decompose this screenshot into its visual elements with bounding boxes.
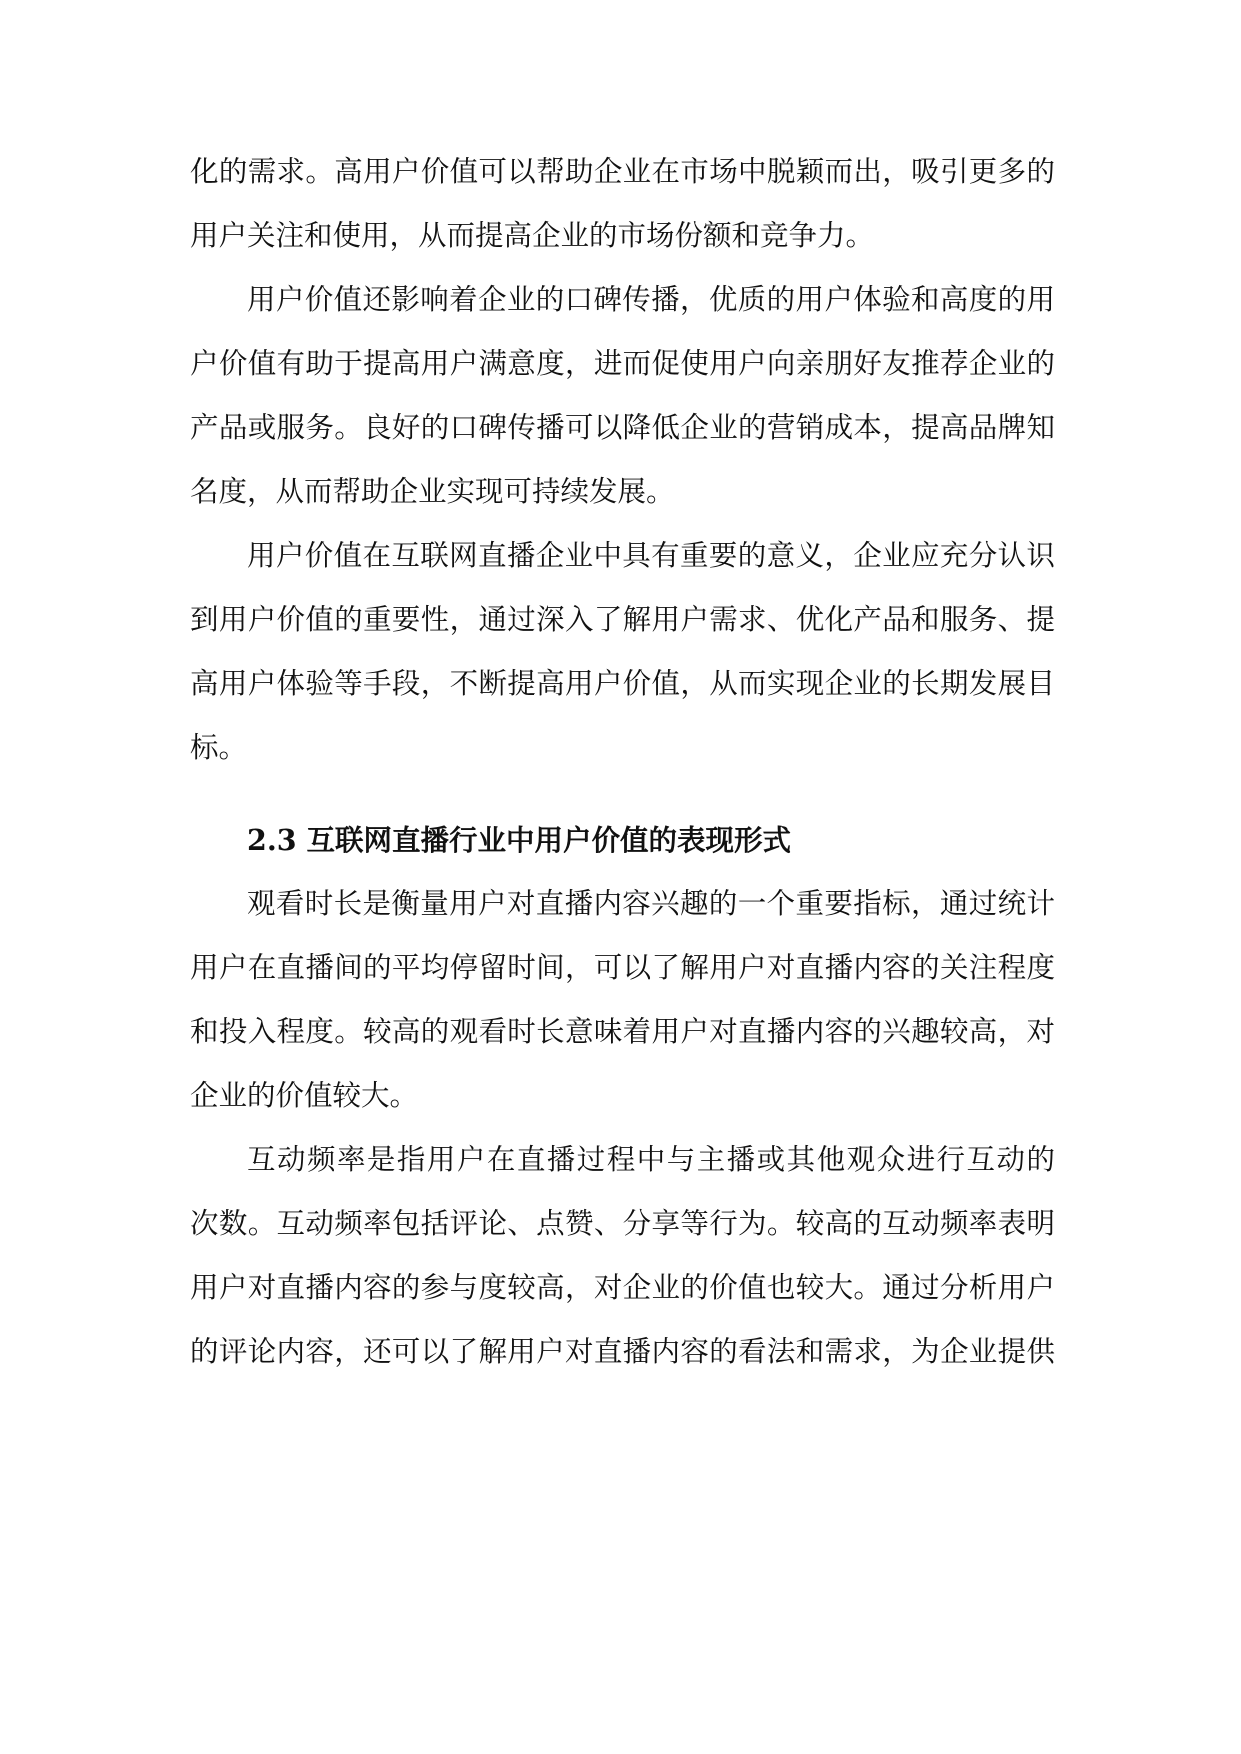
text-line: 用户关注和使用，从而提高企业的市场份额和竞争力。 [190,219,875,252]
paragraph [190,872,1055,1128]
text-line: 高用户体验等手段，不断提高用户价值，从而实现企业的长期发展目 [190,667,1055,700]
text-line: 和投入程度。较高的观看时长意味着用户对直播内容的兴趣较高，对 [190,1015,1055,1048]
paragraph [190,140,1055,268]
text-line: 观看时长是衡量用户对直播内容兴趣的一个重要指标，通过统计 [247,887,1055,920]
text-line: 名度，从而帮助企业实现可持续发展。 [190,475,675,508]
document-page [190,140,1055,1384]
text-line: 标。 [190,731,248,764]
paragraph [190,268,1055,524]
text-line: 产品或服务。良好的口碑传播可以降低企业的营销成本，提高品牌知 [190,411,1055,444]
text-line: 户价值有助于提高用户满意度，进而促使用户向亲朋好友推荐企业的 [190,347,1055,380]
paragraph [190,524,1055,780]
paragraph [190,1128,1055,1384]
text-line: 用户价值还影响着企业的口碑传播，优质的用户体验和高度的用 [247,283,1055,316]
text-line: 用户价值在互联网直播企业中具有重要的意义，企业应充分认识 [247,539,1055,572]
text-line: 的评论内容，还可以了解用户对直播内容的看法和需求，为企业提供 [190,1335,1055,1368]
text-line: 化的需求。高用户价值可以帮助企业在市场中脱颖而出，吸引更多的 [190,155,1055,188]
text-line: 企业的价值较大。 [190,1079,419,1112]
text-line: 互动频率是指用户在直播过程中与主播或其他观众进行互动的 [247,1143,1055,1176]
text-line: 到用户价值的重要性，通过深入了解用户需求、优化产品和服务、提 [190,603,1055,636]
text-line: 用户在直播间的平均停留时间，可以了解用户对直播内容的关注程度 [190,951,1055,984]
section-spacer [190,780,1055,808]
text-line: 用户对直播内容的参与度较高，对企业的价值也较大。通过分析用户 [190,1271,1055,1304]
section-heading: 2.3 互联网直播行业中用户价值的表现形式 [247,823,792,857]
text-line: 次数。互动频率包括评论、点赞、分享等行为。较高的互动频率表明 [190,1207,1055,1240]
